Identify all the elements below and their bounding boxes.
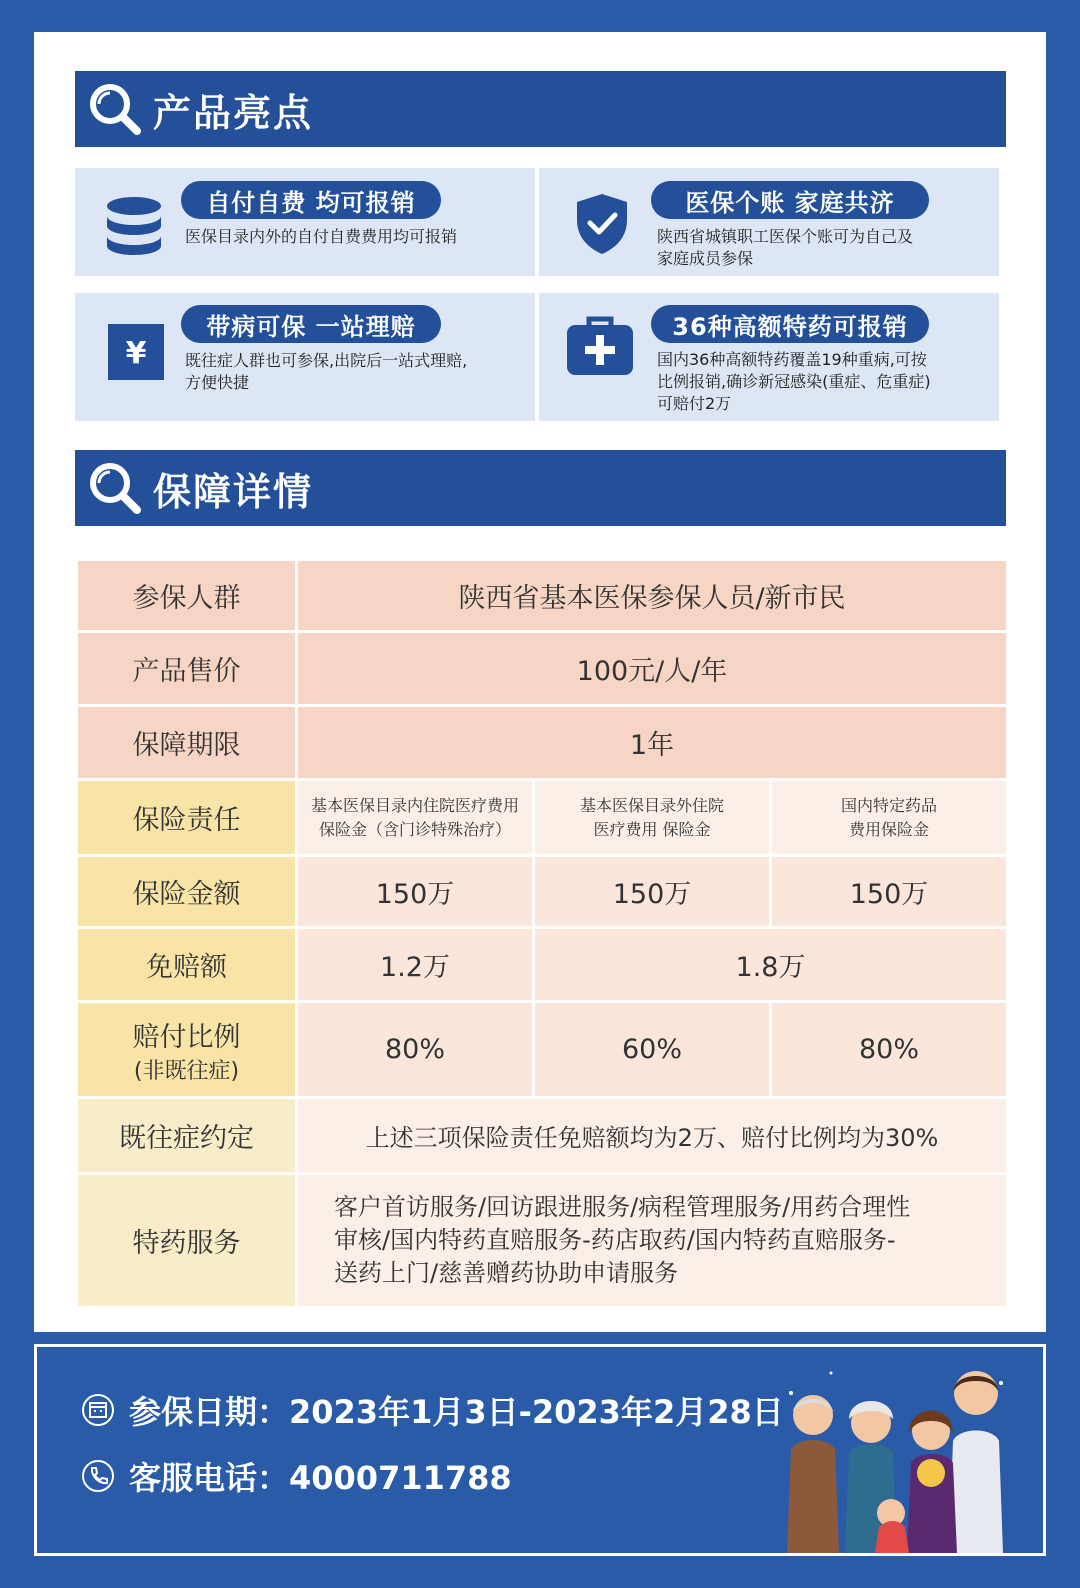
highlight-card [75,168,535,276]
search-icon [85,458,145,518]
ratio-sublabel: (非既往症) [133,1058,240,1084]
table-row [77,1002,1008,1098]
table-row [77,780,1008,856]
ratio-label: 赔付比例 [132,1021,241,1053]
phone-icon [81,1459,115,1493]
highlight-desc: 医保目录内外的自付自费费用均可报销 [185,227,458,246]
deductible-cell: 1.2万 [297,928,534,1002]
table-row [77,928,1008,1002]
ratio-cell: 80% [771,1002,1008,1098]
section-title: 产品亮点 [153,90,314,135]
section-title: 保障详情 [153,469,314,514]
table-row [77,1098,1008,1174]
row-label: 保险金额 [77,856,297,928]
table-row [77,706,1008,780]
highlight-desc: 既往症人群也可参保,出院后一站式理赔, 方便快捷 [185,351,468,392]
row-value: 客户首访服务/回访跟进服务/病程管理服务/用药合理性 审核/国内特药直赔服务-药店取药/国内特药直赔服务- 送药上门/慈善赠药协助申请服务 [297,1174,1008,1308]
liability-cell: 基本医保目录外住院 医疗费用 保险金 [534,780,771,856]
highlights-header [75,71,1006,147]
highlight-title: 带病可保 一站理赔 [181,305,441,343]
calendar-icon [81,1393,115,1427]
highlight-title: 医保个账 家庭共济 [651,181,929,219]
highlight-title: 36种高额特药可报销 [651,305,929,343]
shield-check-icon [573,192,631,256]
details-header [75,450,1006,526]
highlight-card [539,168,999,276]
amount-cell: 150万 [771,856,1008,928]
row-label: 特药服务 [77,1174,297,1308]
service-phone [81,1453,512,1499]
highlight-desc: 国内36种高额特药覆盖19种重病,可按 比例报销,确诊新冠感染(重症、危重症) 可赔付2万 [657,350,931,413]
row-label: 免赔额 [77,928,297,1002]
footer [34,1344,1046,1556]
row-label: 参保人群 [77,560,297,632]
row-value: 上述三项保险责任免赔额均为2万、赔付比例均为30% [297,1098,1008,1174]
enroll-date-text: 参保日期：2023年1月3日-2023年2月28日 [129,1393,784,1431]
row-label [77,1002,297,1098]
search-icon [85,79,145,139]
amount-cell: 150万 [534,856,771,928]
coverage-table [75,558,1009,1309]
row-label: 产品售价 [77,632,297,706]
ratio-cell: 60% [534,1002,771,1098]
row-label: 既往症约定 [77,1098,297,1174]
highlight-card [75,293,535,421]
highlight-desc: 陕西省城镇职工医保个账可为自己及 家庭成员参保 [657,227,914,268]
family-illustration [771,1353,1021,1553]
liability-cell: 国内特定药品 费用保险金 [771,780,1008,856]
enroll-date [81,1387,784,1433]
highlight-title: 自付自费 均可报销 [181,181,441,219]
table-row [77,632,1008,706]
row-value: 陕西省基本医保参保人员/新市民 [297,560,1008,632]
database-icon [105,196,163,256]
svg-text:¥: ¥ [125,336,147,371]
medical-kit-icon [565,315,635,377]
row-label: 保障期限 [77,706,297,780]
row-value: 1年 [297,706,1008,780]
table-row [77,856,1008,928]
amount-cell: 150万 [297,856,534,928]
highlight-card [539,293,999,421]
row-label: 保险责任 [77,780,297,856]
deductible-cell: 1.8万 [534,928,1008,1002]
service-phone-text: 客服电话：4000711788 [129,1459,512,1497]
yen-icon [107,323,165,381]
liability-cell: 基本医保目录内住院医疗费用 保险金（含门诊特殊治疗） [297,780,534,856]
table-row [77,560,1008,632]
table-row [77,1174,1008,1308]
ratio-cell: 80% [297,1002,534,1098]
row-value: 100元/人/年 [297,632,1008,706]
